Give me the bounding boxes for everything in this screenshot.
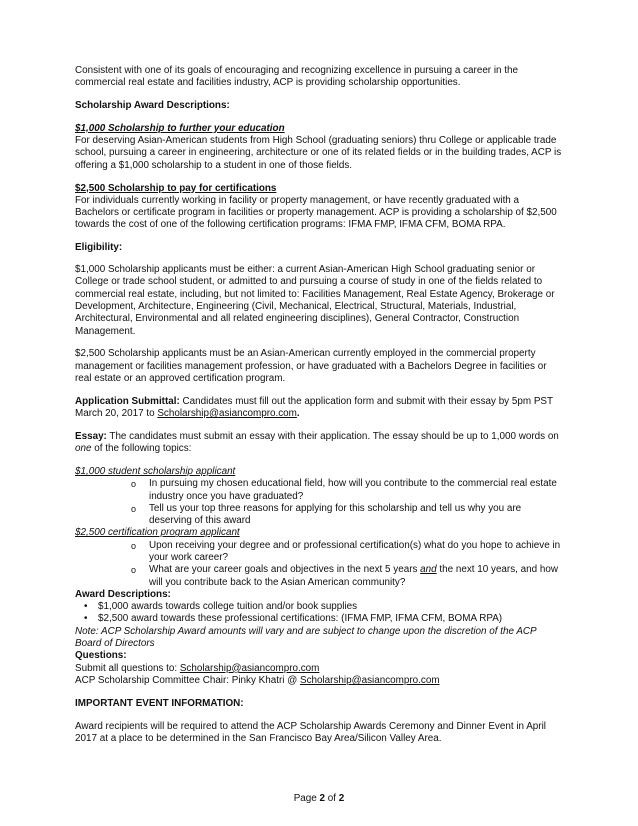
list-item xyxy=(75,564,565,589)
eligibility-2500: $2,500 Scholarship applicants must be an Asian-American currently employed in the commercial property management or facilities management profession, or have graduated with a Bachelors Degree in facilities or real estate or an approved certification program. xyxy=(75,348,547,384)
list-item xyxy=(75,601,565,613)
scholarship-1000-body: For deserving Asian-American students from High School (graduating seniors) thru College or applicable trade school, pursuing a career in engineering, architecture or one of its related fields or in the building trades, ACP is offering a $1,000 scholarship to a student in one of those fields. xyxy=(75,135,562,171)
award-list xyxy=(75,601,565,626)
scholarship-1000-title xyxy=(75,123,565,135)
award-note: Note: ACP Scholarship Award amounts will vary and are subject to change upon the discretion of the ACP Board of Directors xyxy=(75,625,537,650)
list-item xyxy=(75,503,565,528)
questions-heading xyxy=(75,650,565,662)
scholarship-1000-title-text: $1,000 Scholarship to further your education xyxy=(75,122,285,134)
application-submittal xyxy=(75,396,565,421)
essay-group2-title-text: $2,500 certification program applicant xyxy=(75,527,240,539)
list-item xyxy=(75,478,565,503)
list-item xyxy=(75,613,565,625)
event-heading xyxy=(75,698,565,710)
footer-of: of xyxy=(325,793,339,804)
essay-text-a: The candidates must submit an essay with their application. The essay should be up to 1,000 words on xyxy=(106,430,559,442)
scholarship-2500-body: For individuals currently working in facility or property management, or have recently graduated with a Bachelors or certificate program in facilities or property management. ACP is providing a scholarship of $2,500 towards the cost of one of the following certification programs: IFMA FMP, IFMA CFM, BOMA RPA. xyxy=(75,194,557,231)
list-item-text-a: What are your career goals and objectives in the next 5 years xyxy=(149,564,421,576)
questions-line-1-text: Submit all questions to: xyxy=(75,662,180,674)
scholarship-2500-title-text: $2,500 Scholarship to pay for certifications xyxy=(75,182,277,194)
eligibility-heading xyxy=(75,242,565,254)
essay-group1-list xyxy=(75,478,565,527)
bullet-icon: • xyxy=(84,601,88,613)
circle-bullet-icon: o xyxy=(131,503,137,514)
essay-group1-title xyxy=(75,466,565,478)
questions-email-link[interactable]: Scholarship@asiancompro.com xyxy=(179,662,320,674)
essay-group1-title-text: $1,000 student scholarship applicant xyxy=(75,465,236,477)
bullet-icon: • xyxy=(84,613,88,625)
award-descriptions-heading-text: Scholarship Award Descriptions: xyxy=(75,100,230,112)
submittal-text: Candidates must fill out the application form and submit with their essay by 5pm PST March 20, 2017 to xyxy=(75,395,553,420)
list-item-text: Upon receiving your degree and or professional certification(s) what do you hope to achieve in your work career? xyxy=(149,539,561,563)
essay-text-b: of the following topics: xyxy=(91,443,192,455)
questions-line-2-text: ACP Scholarship Committee Chair: Pinky Khatri @ xyxy=(75,674,300,686)
list-item-text: $2,500 award towards these professional certifications: (IFMA FMP, IFMA CFM, BOMA RPA) xyxy=(98,613,503,625)
footer-page-total: 2 xyxy=(338,793,345,804)
circle-bullet-icon: o xyxy=(131,565,137,576)
chair-email-link[interactable]: Scholarship@asiancompro.com xyxy=(299,674,440,686)
essay-one: one xyxy=(75,443,92,455)
questions-line-1 xyxy=(75,663,565,675)
document-page xyxy=(75,65,565,745)
circle-bullet-icon: o xyxy=(131,479,137,490)
essay-label: Essay: xyxy=(75,430,107,442)
page-footer xyxy=(0,793,638,805)
award-descriptions-title-text: Award Descriptions: xyxy=(75,588,171,600)
list-item xyxy=(75,540,565,565)
list-item-text: $1,000 awards towards college tuition and/or book supplies xyxy=(98,601,358,613)
award-descriptions-heading xyxy=(75,100,565,112)
footer-page-label: Page xyxy=(293,793,320,804)
submittal-email-link[interactable]: Scholarship@asiancompro.com xyxy=(157,408,297,420)
event-paragraph: Award recipients will be required to attend the ACP Scholarship Awards Ceremony and Dinner Event in April 2017 at a place to be determined in the San Francisco Bay Area/Silicon Valley Area. xyxy=(75,720,546,744)
essay-group2-list xyxy=(75,540,565,589)
questions-line-2 xyxy=(75,675,565,687)
essay-paragraph xyxy=(75,431,565,456)
submittal-label: Application Submittal: xyxy=(75,395,180,407)
list-item-text: Tell us your top three reasons for applying for this scholarship and tell us why you are deserving of this award xyxy=(149,502,522,527)
essay-group2-title xyxy=(75,527,565,539)
eligibility-heading-text: Eligibility: xyxy=(75,242,123,254)
intro-paragraph: Consistent with one of its goals of encouraging and recognizing excellence in pursuing a career in the commercial real estate and facilities industry, ACP is providing scholarship opportunities. xyxy=(75,65,519,89)
circle-bullet-icon: o xyxy=(131,540,137,551)
questions-heading-text: Questions: xyxy=(75,650,127,662)
event-heading-text: IMPORTANT EVENT INFORMATION: xyxy=(75,697,244,709)
list-item-text: In pursuing my chosen educational field, how will you contribute to the commercial real estate industry once you have graduated? xyxy=(149,478,557,502)
eligibility-1000: $1,000 Scholarship applicants must be either: a current Asian-American High School graduating senior or College or trade school student, or admitted to and pursuing a course of study in one of the fields related to commercial real estate, including, but not limited to: Facilities Management, Real Estate Agency, Brokerage or Development, Architecture, Engineering (Civil, Mechanical, Electrical, Structural, Materials, Industrial, Architectural, Environmental and all related engineering disciplines), General Contractor, Construction Management. xyxy=(75,264,555,337)
submittal-period: . xyxy=(296,408,300,420)
list-item-text-b: the next 10 years, and how will you contribute back to the Asian American community? xyxy=(149,564,558,588)
scholarship-2500-title xyxy=(75,183,565,195)
list-item-and: and xyxy=(420,564,437,576)
award-descriptions-title xyxy=(75,589,565,601)
footer-page-number: 2 xyxy=(319,793,326,804)
